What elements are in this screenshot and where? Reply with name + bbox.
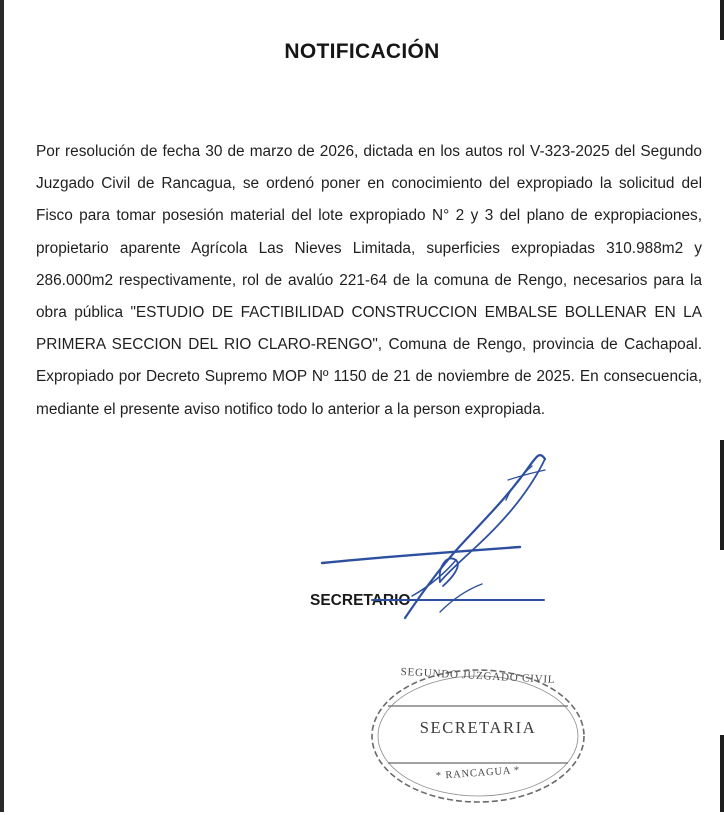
notification-body: Por resolución de fecha 30 de marzo de 2026, dictada en los autos rol V-323-2025 del Segundo Juzgado Civil de Rancagua, se ordenó poner en conocimiento del expropiado la solicitud del Fisco para tomar posesión material del lote expropiado N° 2 y 3 del plano de expropiaciones, propietario aparente Agrícola Las Nieves Limitada, superficies expropiadas 310.988m2 y 286.000m2 respectivamente, rol de avalúo 221-64 de la comuna de Rengo, necesarios para la obra pública "ESTUDIO DE FACTIBILIDAD CONSTRUCCION EMBALSE BOLLENAR EN LA PRIMERA SECCION DEL RIO CLARO-RENGO", Comuna de Rengo, provincia de Cachapoal. Expropiado por Decreto Supremo MOP Nº 1150 de 21 de noviembre de 2025. En consecuencia, mediante el presente aviso notifico todo lo anterior a la person expropiada. [36,143,702,418]
stamp-city: * RANCAGUA * [435,765,521,782]
page-edge-segment [720,735,724,812]
page-edge-segment [720,440,724,550]
signer-role-label: SECRETARIO [310,592,411,609]
page-edge-right [719,0,724,812]
page-edge-left [0,0,4,812]
stamp-office: SECRETARIA [419,718,537,737]
page-edge-segment [720,0,724,40]
stamp-court-name: SEGUNDO JUZGADO CIVIL [400,665,556,687]
court-stamp [360,660,596,810]
document-title: NOTIFICACIÓN [284,40,440,63]
